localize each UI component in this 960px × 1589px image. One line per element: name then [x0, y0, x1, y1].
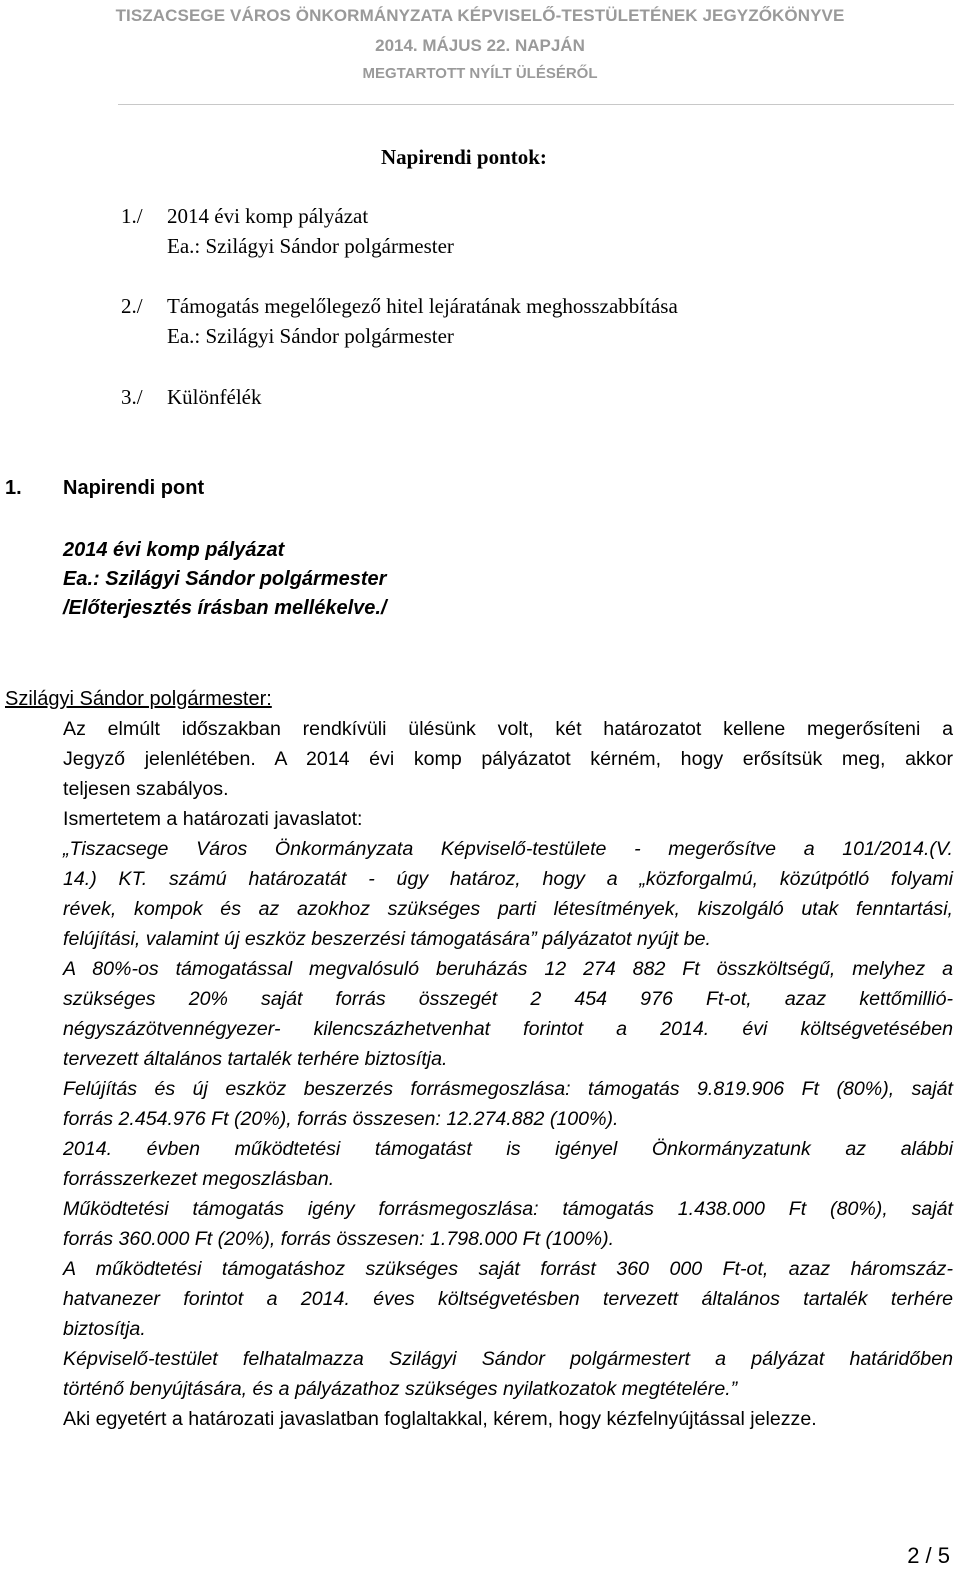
proposal-line: 14.) KT. számú határozatát - úgy határoz, hogy a „közforgalmú, közútpótló folyami: [63, 868, 953, 890]
section-number: 1.: [5, 477, 22, 499]
agenda-item-3-title: Különfélék: [167, 385, 262, 409]
intro-line: Ismertetem a határozati javaslatot:: [63, 808, 363, 830]
document-header-title: TISZACSEGE VÁROS ÖNKORMÁNYZATA KÉPVISELŐ-TESTÜLETÉNEK JEGYZŐKÖNYVE: [115, 6, 845, 25]
proposal-line: forrás 360.000 Ft (20%), forrás összesen: 1.798.000 Ft (100%).: [63, 1228, 615, 1250]
section-note: /Előterjesztés írásban mellékelve./: [63, 597, 387, 619]
proposal-line: forrásszerkezet megoszlásban.: [63, 1168, 335, 1190]
document-header-subtitle: MEGTARTOTT NYÍLT ÜLÉSÉRŐL: [362, 65, 598, 82]
intro-line: Jegyző jelenlétében. A 2014 évi komp pályázatot kérném, hogy erősítsük meg, akkor: [63, 748, 953, 770]
agenda-item-2-title: Támogatás megelőlegező hitel lejáratának meghosszabbítása: [167, 294, 678, 318]
intro-line: Az elmúlt időszakban rendkívüli ülésünk volt, két határozatot kellene megerősíteni a: [63, 718, 953, 740]
proposal-line: 2014. évben működtetési támogatást is igényel Önkormányzatunk az alábbi: [63, 1138, 953, 1160]
proposal-line: Felújítás és új eszköz beszerzés forrásmegoszlása: támogatás 9.819.906 Ft (80%), saját: [63, 1078, 953, 1100]
proposal-line: hatvanezer forintot a 2014. éves költségvetésben tervezett általános tartalék terhére: [63, 1288, 953, 1310]
proposal-line: A működtetési támogatáshoz szükséges saját forrást 360 000 Ft-ot, azaz háromszáz-: [63, 1258, 953, 1280]
header-divider: [118, 104, 954, 105]
agenda-item-2-presenter: Ea.: Szilágyi Sándor polgármester: [167, 324, 454, 348]
proposal-line: tervezett általános tartalék terhére biztosítja.: [63, 1048, 448, 1070]
proposal-line: Képviselő-testület felhatalmazza Szilágyi Sándor polgármestert a pályázat határidőben: [63, 1348, 953, 1370]
proposal-line: „Tiszacsege Város Önkormányzata Képviselő-testülete - megerősítve a 101/2014.(V.: [63, 838, 953, 860]
proposal-line: szükséges 20% saját forrás összegét 2 454 976 Ft-ot, azaz kettőmillió-: [63, 988, 953, 1010]
agenda-item-1-presenter: Ea.: Szilágyi Sándor polgármester: [167, 234, 454, 258]
agenda-title: Napirendi pontok:: [381, 145, 547, 169]
section-subtitle: 2014 évi komp pályázat: [63, 539, 285, 561]
proposal-line: révek, kompok és az azokhoz szükséges parti létesítmények, kiszolgáló utak fenntartási,: [63, 898, 953, 920]
section-heading: Napirendi pont: [63, 477, 205, 499]
page-number: 2 / 5: [907, 1543, 950, 1568]
proposal-line: forrás 2.454.976 Ft (20%), forrás összesen: 12.274.882 (100%).: [63, 1108, 619, 1130]
agenda-item-1-title: 2014 évi komp pályázat: [167, 204, 369, 228]
agenda-item-2-number: 2./: [121, 294, 143, 318]
speaker-name: Szilágyi Sándor polgármester:: [5, 688, 272, 710]
proposal-line: felújítási, valamint új eszköz beszerzési támogatására” pályázatot nyújt be.: [63, 928, 712, 950]
proposal-line: történő benyújtására, és a pályázathoz szükséges nyilatkozatok megtételére.”: [63, 1378, 738, 1400]
agenda-item-3-number: 3./: [121, 385, 143, 409]
proposal-line: A 80%-os támogatással megvalósuló beruházás 12 274 882 Ft összköltségű, melyhez a: [63, 958, 953, 980]
proposal-line: négyszázötvennégyezer- kilencszázhetvenhat forintot a 2014. évi költségvetésében: [63, 1018, 953, 1040]
document-header-date: 2014. MÁJUS 22. NAPJÁN: [375, 36, 585, 55]
agenda-item-1-number: 1./: [121, 204, 143, 228]
proposal-line: biztosítja.: [63, 1318, 146, 1340]
closing-line: Aki egyetért a határozati javaslatban foglaltakkal, kérem, hogy kézfelnyújtással jelezze.: [63, 1408, 817, 1430]
proposal-line: Működtetési támogatás igény forrásmegoszlása: támogatás 1.438.000 Ft (80%), saját: [63, 1198, 953, 1220]
intro-line: teljesen szabályos.: [63, 778, 229, 800]
section-presenter: Ea.: Szilágyi Sándor polgármester: [63, 568, 387, 590]
